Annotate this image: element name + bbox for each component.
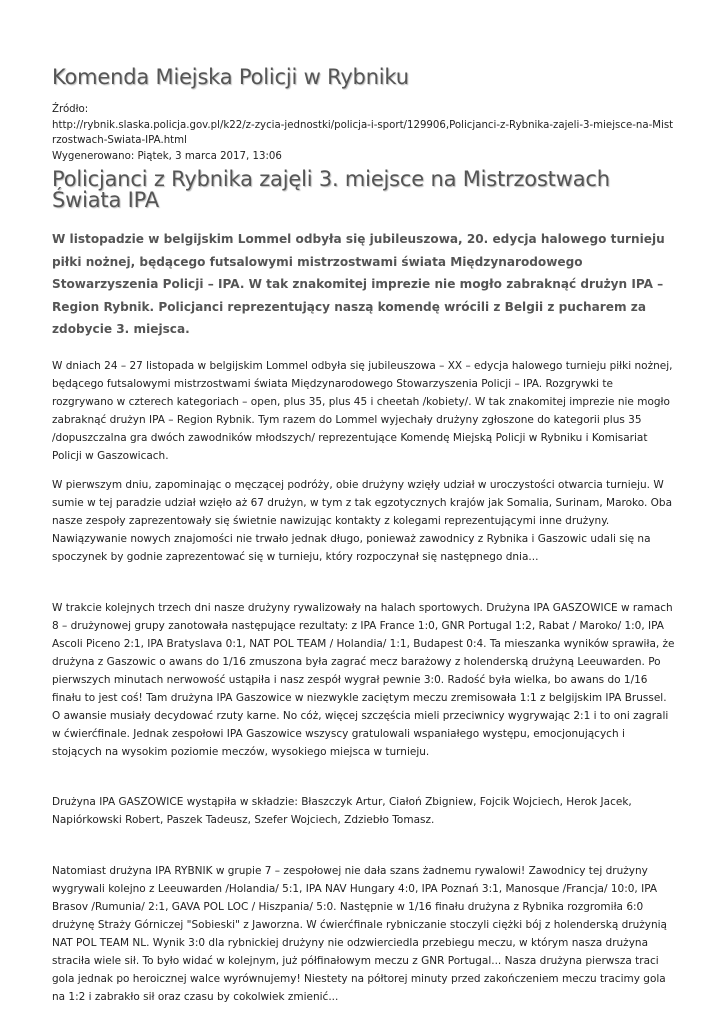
source-label: Źródło:: [52, 104, 89, 115]
article-title: Policjanci z Rybnika zajęli 3. miejsce na Mistrzostwach Świata IPA: [52, 167, 610, 212]
document-meta: [52, 102, 675, 164]
article-lead: W listopadzie w belgijskim Lommel odbyła się jubileuszowa, 20. edycja halowego turnieju piłki nożnej, będącego futsalowymi mistrzostwami świata Międzynarodowego Stowarzyszenia Policji – IPA. W tak znakomitej imprezie nie mogło zabraknąć drużyn IPA – Region Rybnik. Policjanci reprezentujący naszą komendę wrócili z Belgii z pucharem za zdobycie 3. miejsca.: [52, 232, 665, 336]
article-paragraph: W trakcie kolejnych trzech dni nasze drużyny rywalizowały na halach sportowych. Drużyna IPA GASZOWICE w ramach 8 – drużynowej grupy zanotowała następujące rezultaty: z IPA France 1:0, GNR Portugal 1:2, Rabat / Maroko/ 1:0, IPA Ascoli Piceno 2:1, IPA Bratyslava 0:1, NAT POL TEAM / Holandia/ 1:1, Budapest 0:4. Ta mieszanka wyników sprawiła, że drużyna z Gaszowic o awans do 1/16 zmuszona była zagrać mecz barażowy z holenderską drużyną Leeuwarden. Po pierwszych minutach nerwowość ustąpiła i nasz zespół wygrał pewnie 3:0. Radość była wielka, bo awans do 1/16 finału to jest coś! Tam drużyna IPA Gaszowice w niezwykle zaciętym meczu zremisowała 1:1 z belgijskim IPA Brussel. O awansie musiały decydować rzuty karne. No cóż, więcej szczęścia mieli przeciwnicy wygrywając 2:1 i to oni zagrali w ćwierćfinale. Jednak zespołowi IPA Gaszowice wszyscy gratulowali wspaniałego występu, emocjonujących i stojących na wysokim poziomie meczów, wysokiego miejsca w turnieju.: [52, 601, 675, 759]
article-paragraph: Drużyna IPA GASZOWICE wystąpiła w składzie: Błaszczyk Artur, Ciałoń Zbigniew, Fojcik Wojciech, Herok Jacek, Napiórkowski Robert, Paszek Tadeusz, Szefer Wojciech, Zdziebło Tomasz.: [52, 796, 632, 827]
source-url: http://rybnik.slaska.policja.gov.pl/k22/z-zycia-jednostki/policja-i-sport/129906,Policjanci-z-Rybnika-zajeli-3-miejsce-na-Mistrzostwach-Swiata-IPA.html: [52, 119, 674, 146]
document-page: [52, 62, 675, 1006]
article-paragraph: Natomiast drużyna IPA RYBNIK w grupie 7 – zespołowej nie dała szans żadnemu rywalowi! Zawodnicy tej drużyny wygrywali kolejno z Leeuwarden /Holandia/ 5:1, IPA NAV Hungary 4:0, IPA Poznań 3:1, Manosque /Francja/ 10:0, IPA Brasov /Rumunia/ 2:1, GAVA POL LOC / Hiszpania/ 5:0. Następnie w 1/16 finału drużyna z Rybnika rozgromiła 6:0 drużynę Straży Górniczej "Sobieski" z Jaworzna. W ćwierćfinale rybniczanie stoczyli ciężki bój z holenderską drużynią NAT POL TEAM NL. Wynik 3:0 dla rybnickiej drużyny nie odzwierciedla przebiegu meczu, w którym nasza drużyna straciła wiele sił. To było widać w kolejnym, już półfinałowym meczu z GNR Portugal... Nasza drużyna pierwsza traci gola jednak po heroicznej walce wyrównujemy! Niestety na półtorej minuty przed zakończeniem meczu tracimy gola na 1:2 i zabrakło sił oraz czasu by cokolwiek zmienić...: [52, 864, 667, 1004]
site-title: Komenda Miejska Policji w Rybniku: [52, 65, 409, 89]
generated-date: Wygenerowano: Piątek, 3 marca 2017, 13:06: [52, 150, 282, 162]
article-paragraph: W dniach 24 – 27 listopada w belgijskim Lommel odbyła się jubileuszowa – XX – edycja halowego turnieju piłki nożnej, będącego futsalowymi mistrzostwami świata Międzynarodowego Stowarzyszenia Policji – IPA. Rozgrywki te rozgrywano w czterech kategoriach – open, plus 35, plus 45 i cheetah /kobiety/. W tak znakomitej imprezie nie mogło zabraknąć drużyn IPA – Region Rybnik. Tym razem do Lommel wyjechały drużyny zgłoszone do kategorii plus 35 /dopuszczalna gra dwóch zawodników młodszych/ reprezentujące Komendę Miejską Policji w Rybniku i Komisariat Policji w Gaszowicach.: [52, 359, 673, 462]
article-paragraph: W pierwszym dniu, zapominając o męczącej podróży, obie drużyny wzięły udział w uroczystości otwarcia turnieju. W sumie w tej paradzie udział wzięło aż 67 drużyn, w tym z tak egzotycznych krajów jak Somalia, Surinam, Maroko. Oba nasze zespoły zaprezentowały się świetnie nawizując kontakty z kolegami reprezentującymi inne drużyny. Nawiązywanie nowych znajomości nie trwało jednak długo, ponieważ zawodnicy z Rybnika i Gaszowic udali się na spoczynek by godnie zaprezentować się w turnieju, który rozpoczynał się następnego dnia...: [52, 479, 673, 564]
